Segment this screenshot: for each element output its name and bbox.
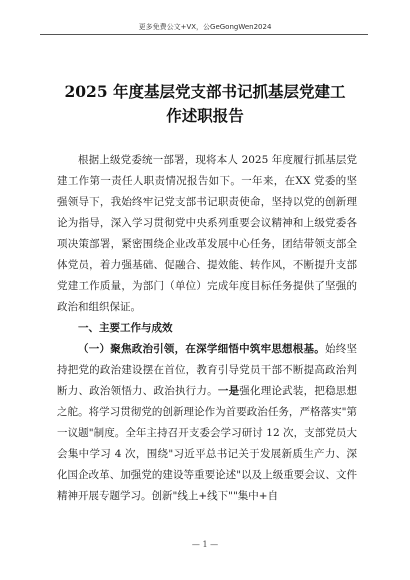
subsection-bold-lead: 一是 xyxy=(217,385,240,397)
title-line-2: 作述职报告 xyxy=(166,106,244,125)
page-number: — 1 — xyxy=(191,540,219,549)
subsection-text-b: 强化理论武装，把稳思想之舵。将学习贯彻党的创新理论作为首要政治任务，严格落实"第一议题"制度。全年主持召开支委会学习研讨 12 次，支部党员大会集中学习 4 次，围绕"习近平总书记关于发展新质生产力、深化国企改革、加强党的建设等重要论述"以及上级重要会议、文件精神开展专题学习。创新"线上+线下""集中+自 xyxy=(57,385,358,502)
document-title xyxy=(50,80,360,128)
subsection-heading-1: （一）聚焦政治引领，在深学细悟中筑牢思想根基。 xyxy=(78,343,326,355)
header-note: 更多免费公文+VX，公GeGongWen2024 xyxy=(138,23,272,31)
subsection-paragraph-1 xyxy=(57,339,357,507)
title-line-1: 2025 年度基层党支部书记抓基层党建工 xyxy=(64,82,346,101)
section-heading-1: 一、主要工作与成效 xyxy=(78,322,173,334)
subsection-text-a: 始终坚持把党的政治建设摆在首位，教育引导党员干部不断提高政治判断力、政治领悟力、政治执行力。 xyxy=(57,343,358,397)
document-body xyxy=(57,150,357,507)
intro-paragraph: 根据上级党委统一部署，现将本人 2025 年度履行抓基层党建工作第一责任人职责情况报告如下。一年来，在XX 党委的坚强领导下，我始终牢记党支部书记职责使命，坚持以党的创新理论为指导，深入学习贯彻党中央系列重要会议精神和上级党委各项决策部署，紧密围绕企业改革发展中心任务，团结带领支部全体党员，着力强基础、促融合、提效能、转作风，不断提升支部党建工作质量，为部门（单位）完成年度目标任务提供了坚强的政治和组织保证。 xyxy=(57,154,357,313)
header-divider xyxy=(40,34,368,35)
